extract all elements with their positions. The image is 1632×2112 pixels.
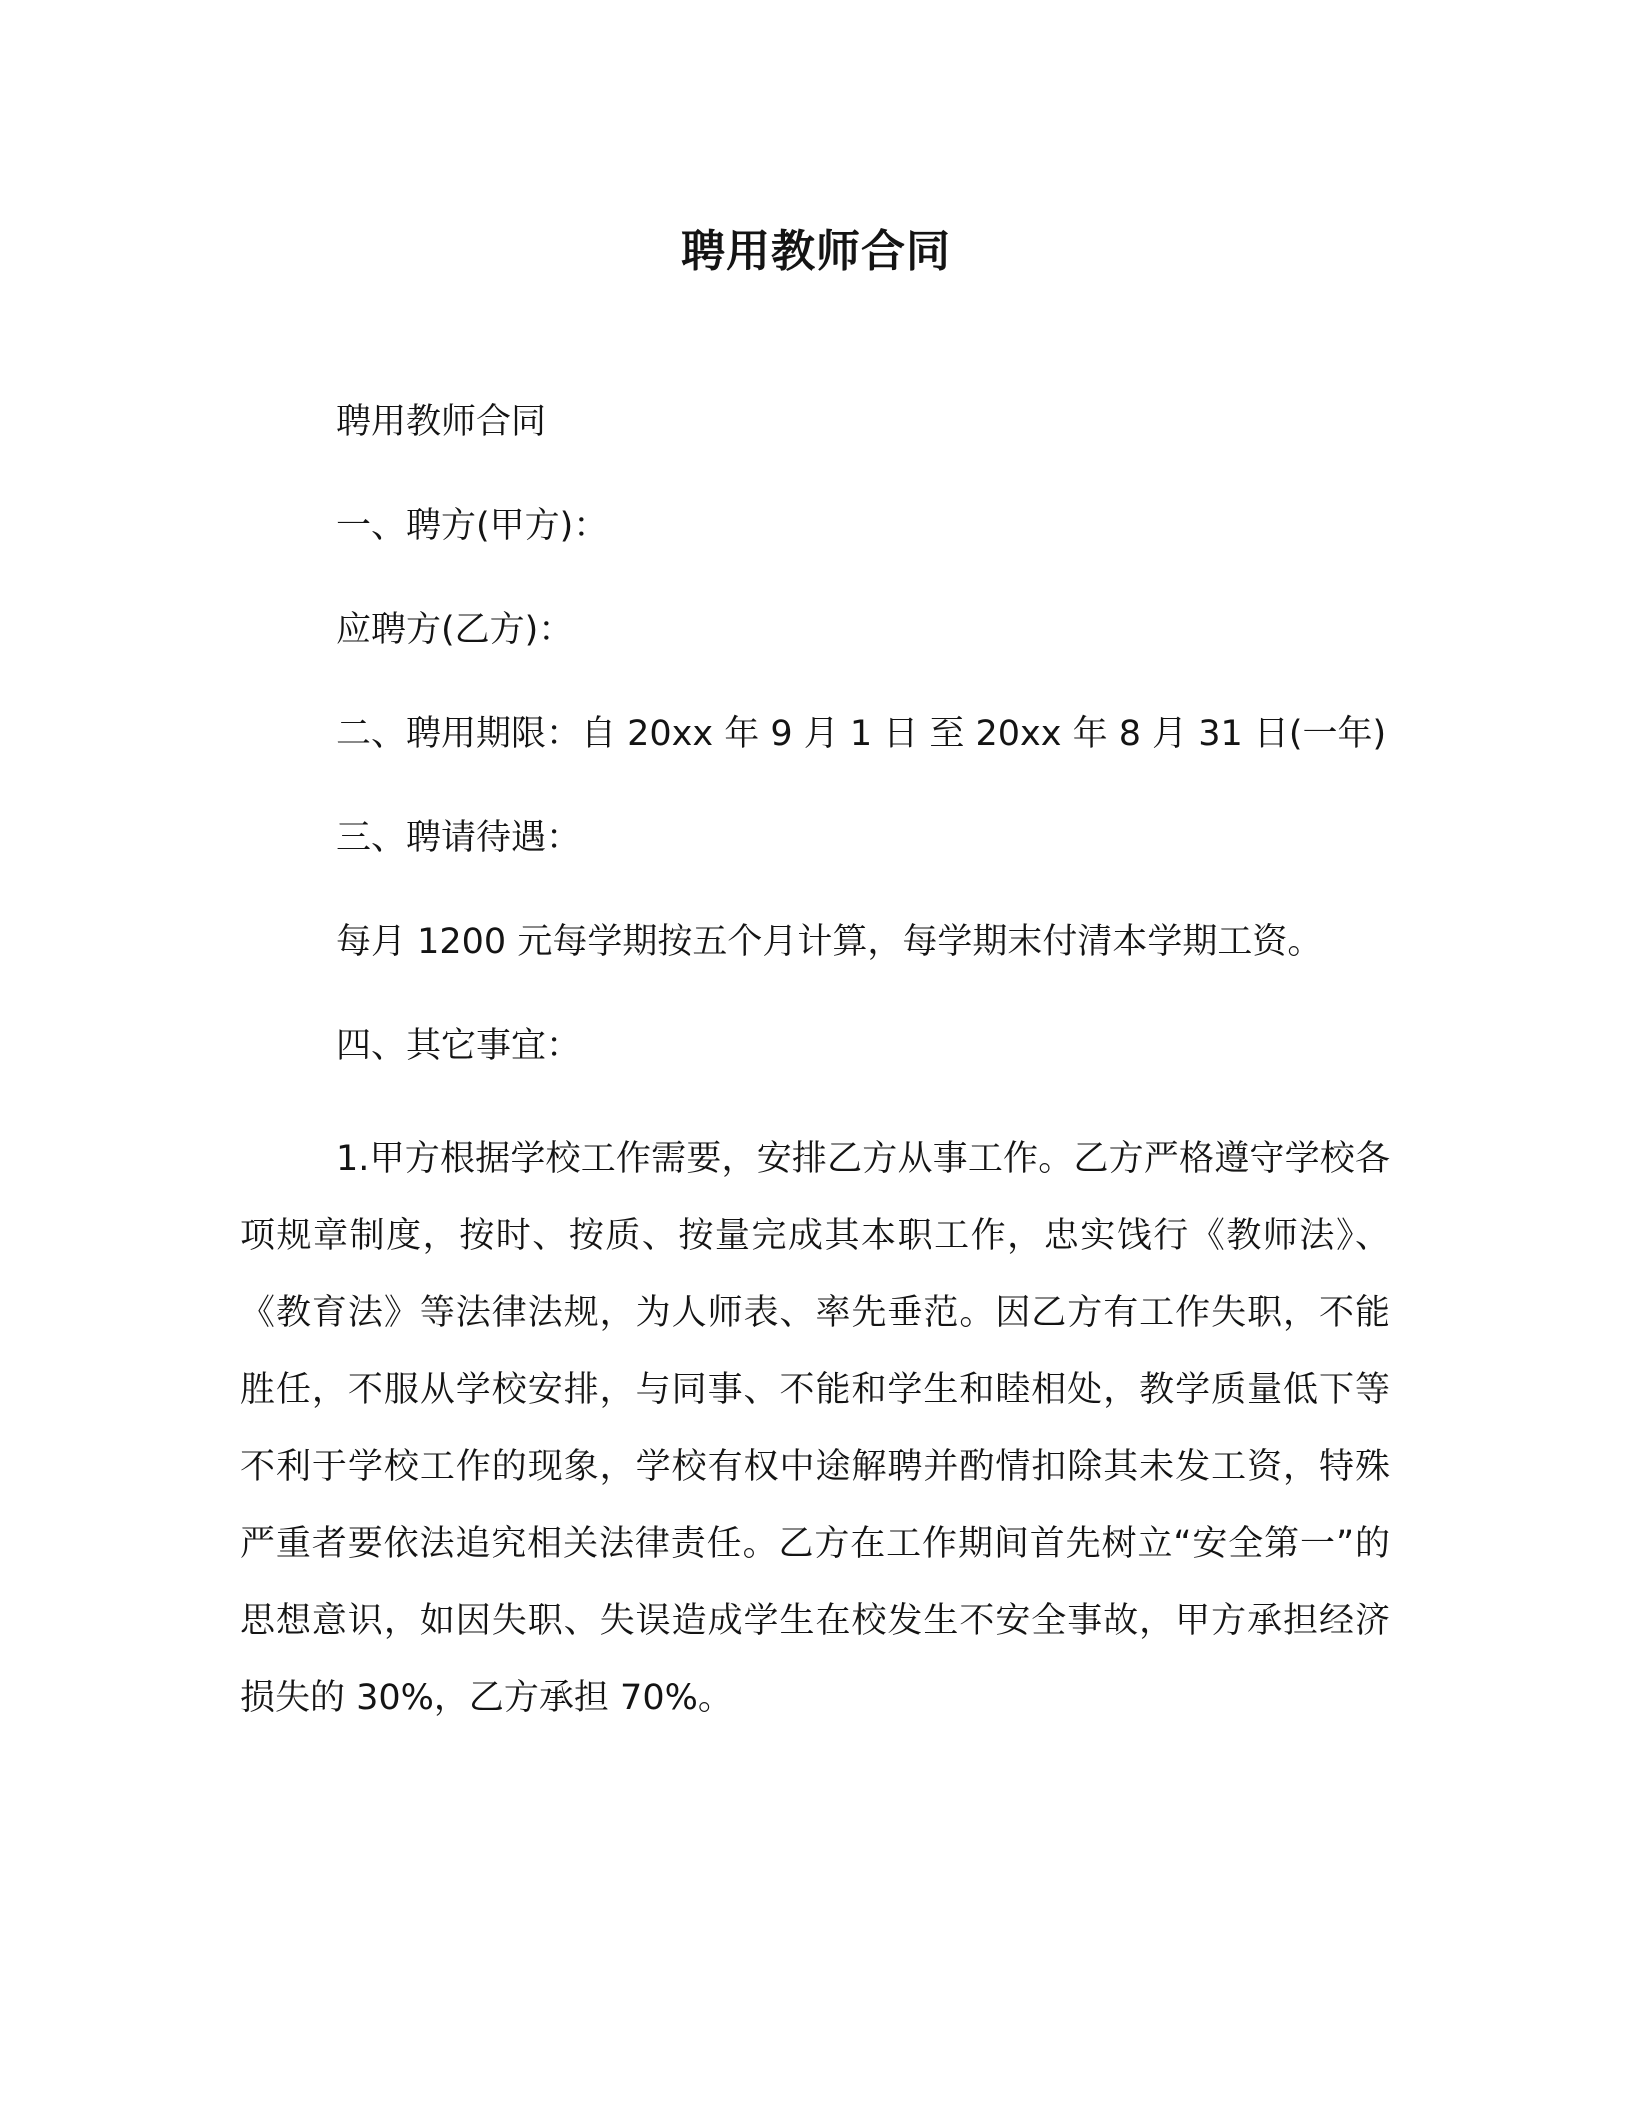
employment-term-line: 二、聘用期限：自 20xx 年 9 月 1 日 至 20xx 年 8 月 31 日(一年) — [336, 714, 1387, 754]
salary-heading: 三、聘请待遇： — [336, 818, 582, 858]
salary-detail: 每月 1200 元每学期按五个月计算，每学期末付清本学期工资。 — [336, 922, 1323, 962]
other-matters-heading: 四、其它事宜： — [336, 1026, 582, 1066]
clause-1-paragraph: 1.甲方根据学校工作需要，安排乙方从事工作。乙方严格遵守学校各项规章制度，按时、按质、按量完成其本职工作，忠实饯行《教师法》、《教育法》等法律法规，为人师表、率先垂范。因乙方有工作失职，不能胜任，不服从学校安排，与同事、不能和学生和睦相处，教学质量低下等不利于学校工作的现象，学校有权中途解聘并酌情扣除其未发工资，特殊严重者要依法追究相关法律责任。乙方在工作期间首先树立“安全第一”的思想意识，如因失职、失误造成学生在校发生不安全事故，甲方承担经济损失的 30%，乙方承担 70%。 — [240, 1139, 1390, 1718]
party-a-line: 一、聘方(甲方)： — [336, 506, 609, 546]
party-b-line: 应聘方(乙方)： — [336, 610, 574, 650]
contract-subtitle: 聘用教师合同 — [336, 402, 547, 442]
document-title: 聘用教师合同 — [681, 226, 951, 277]
